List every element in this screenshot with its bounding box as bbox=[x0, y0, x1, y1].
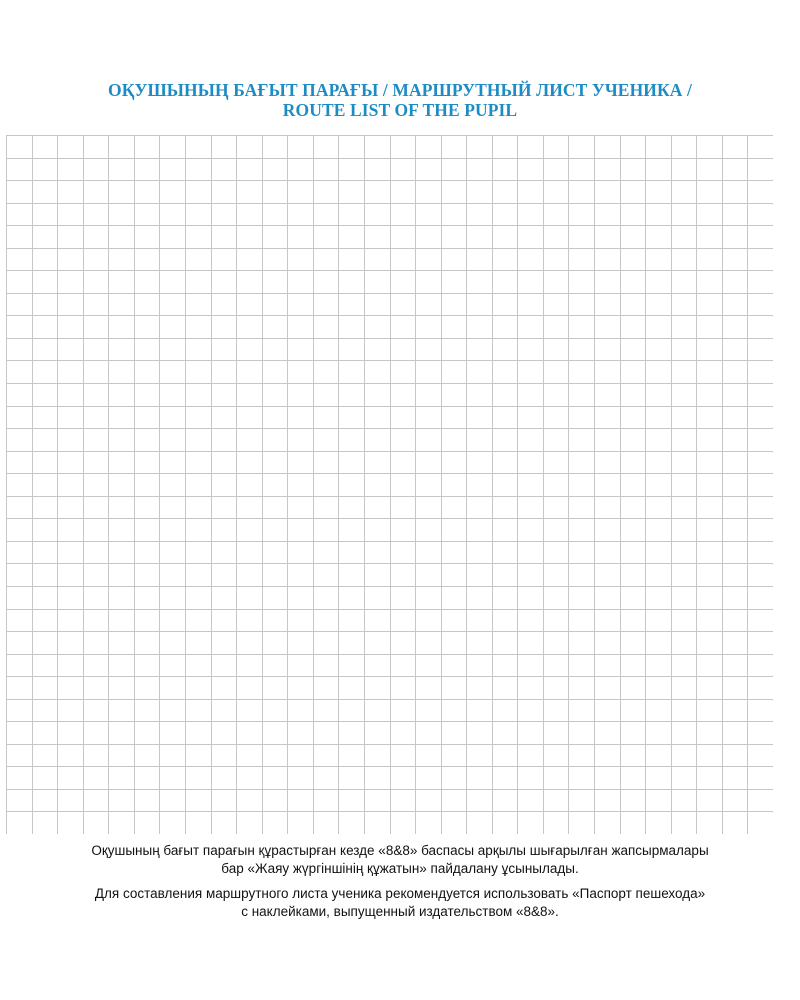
title-line-1: ОҚУШЫНЫҢ БАҒЫТ ПАРАҒЫ / МАРШРУТНЫЙ ЛИСТ УЧЕНИКА / bbox=[108, 80, 692, 100]
route-grid[interactable] bbox=[6, 135, 773, 834]
footer-kazakh-line-2: бар «Жаяу жүргіншінің құжатын» пайдалану ұсынылады. bbox=[221, 861, 579, 876]
footer-russian-line-2: с наклейками, выпущенный издательством «8&8». bbox=[241, 904, 559, 919]
page-title bbox=[0, 80, 800, 120]
title-line-2: ROUTE LIST OF THE PUPIL bbox=[282, 100, 518, 120]
footer-kazakh-line-1: Оқушының бағыт парағын құрастырған кезде «8&8» баспасы арқылы шығарылған жапсырмалары bbox=[91, 843, 709, 858]
footer-russian-line-1: Для составления маршрутного листа ученика рекомендуется использовать «Паспорт пешехода» bbox=[94, 886, 706, 901]
grid-svg bbox=[6, 135, 773, 834]
footer-note-russian bbox=[0, 885, 800, 921]
footer-note-kazakh bbox=[0, 842, 800, 878]
